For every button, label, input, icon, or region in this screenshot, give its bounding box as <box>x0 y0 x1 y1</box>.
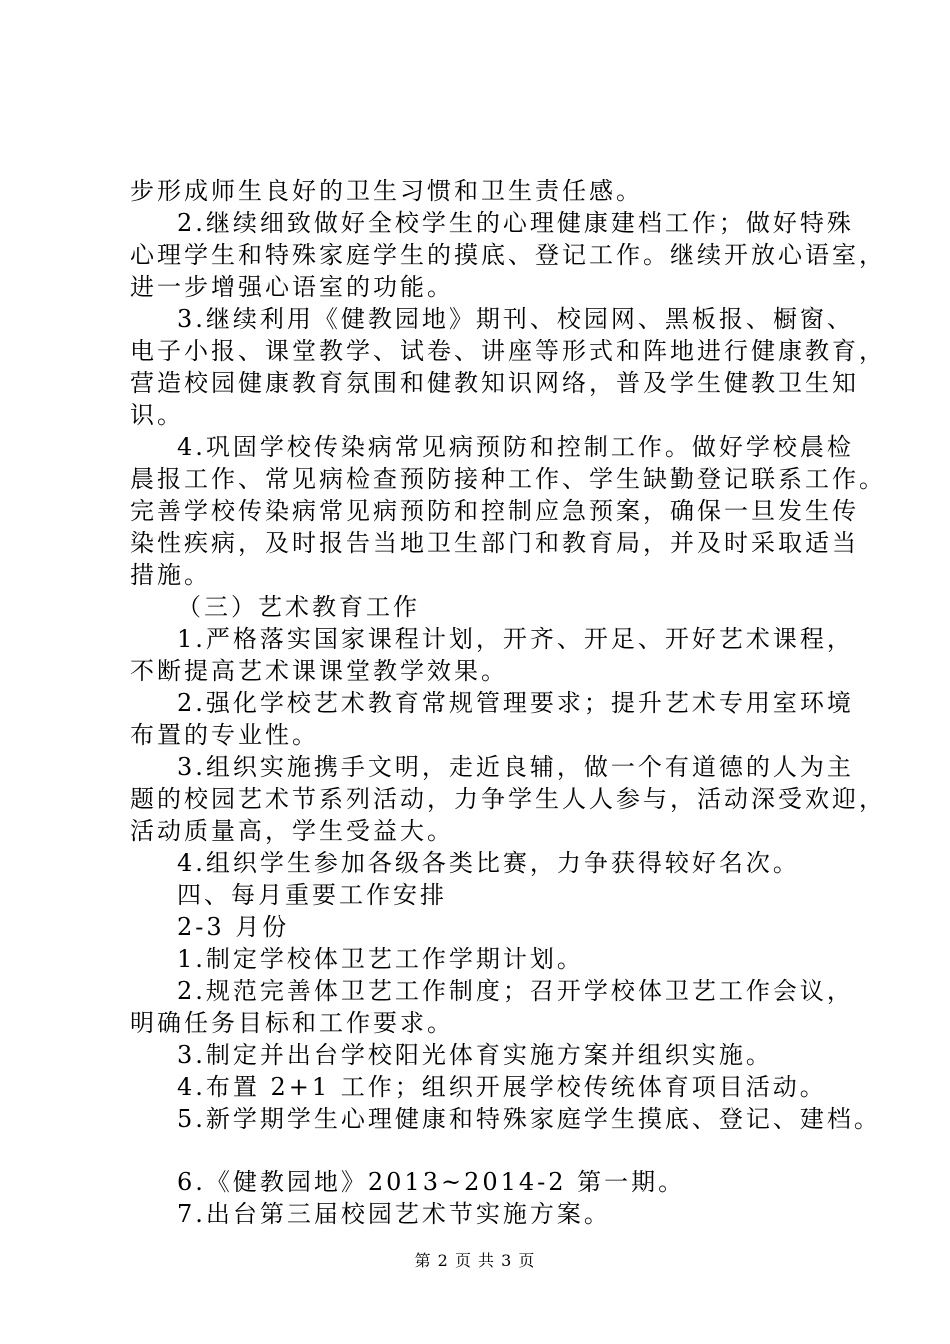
text-line: 心理学生和特殊家庭学生的摸底、登记工作。继续开放心语室， <box>130 241 886 269</box>
text-line: 染性疾病，及时报告当地卫生部门和教育局，并及时采取适当 <box>130 529 859 557</box>
text-line: 6.《健教园地》2013~2014-2 第一期。 <box>177 1168 686 1196</box>
page-footer: 第 2 页 共 3 页 <box>414 1251 536 1270</box>
text-line: 3.继续利用《健教园地》期刊、校园网、黑板报、橱窗、 <box>177 305 854 333</box>
section-heading: 四、每月重要工作安排 <box>177 881 447 909</box>
text-line: 完善学校传染病常见病预防和控制应急预案，确保一旦发生传 <box>130 497 859 525</box>
text-line: 1.严格落实国家课程计划，开齐、开足、开好艺术课程， <box>177 625 854 653</box>
text-line: 电子小报、课堂教学、试卷、讲座等形式和阵地进行健康教育， <box>130 337 886 365</box>
text-line: 5.新学期学生心理健康和特殊家庭学生摸底、登记、建档。 <box>177 1105 881 1133</box>
text-line: 2.强化学校艺术教育常规管理要求；提升艺术专用室环境 <box>177 689 854 717</box>
text-line: 营造校园健康教育氛围和健教知识网络，普及学生健教卫生知 <box>130 369 859 397</box>
text-line: 4.组织学生参加各级各类比赛，力争获得较好名次。 <box>177 849 800 877</box>
text-line: 4.布置 2+1 工作；组织开展学校传统体育项目活动。 <box>177 1073 827 1101</box>
text-line: 明确任务目标和工作要求。 <box>130 1009 454 1037</box>
section-heading: （三）艺术教育工作 <box>177 593 420 621</box>
text-line: 识。 <box>130 401 184 429</box>
text-line: 步形成师生良好的卫生习惯和卫生责任感。 <box>130 177 643 205</box>
text-line: 题的校园艺术节系列活动，力争学生人人参与，活动深受欢迎， <box>130 785 886 813</box>
text-line: 不断提高艺术课课堂教学效果。 <box>130 657 508 685</box>
text-line: 晨报工作、常见病检查预防接种工作、学生缺勤登记联系工作。 <box>130 465 886 493</box>
text-line: 布置的专业性。 <box>130 721 319 749</box>
text-line: 7.出台第三届校园艺术节实施方案。 <box>177 1200 611 1228</box>
text-line: 1.制定学校体卫艺工作学期计划。 <box>177 945 584 973</box>
text-line: 3.制定并出台学校阳光体育实施方案并组织实施。 <box>177 1041 773 1069</box>
text-line: 3.组织实施携手文明，走近良辅，做一个有道德的人为主 <box>177 753 854 781</box>
text-line: 措施。 <box>130 561 211 589</box>
text-line: 进一步增强心语室的功能。 <box>130 273 454 301</box>
month-heading: 2-3 月份 <box>177 913 290 941</box>
text-line: 4.巩固学校传染病常见病预防和控制工作。做好学校晨检 <box>177 433 854 461</box>
text-line: 活动质量高，学生受益大。 <box>130 817 454 845</box>
text-line: 2.继续细致做好全校学生的心理健康建档工作；做好特殊 <box>177 209 854 237</box>
text-line: 2.规范完善体卫艺工作制度；召开学校体卫艺工作会议， <box>177 977 854 1005</box>
